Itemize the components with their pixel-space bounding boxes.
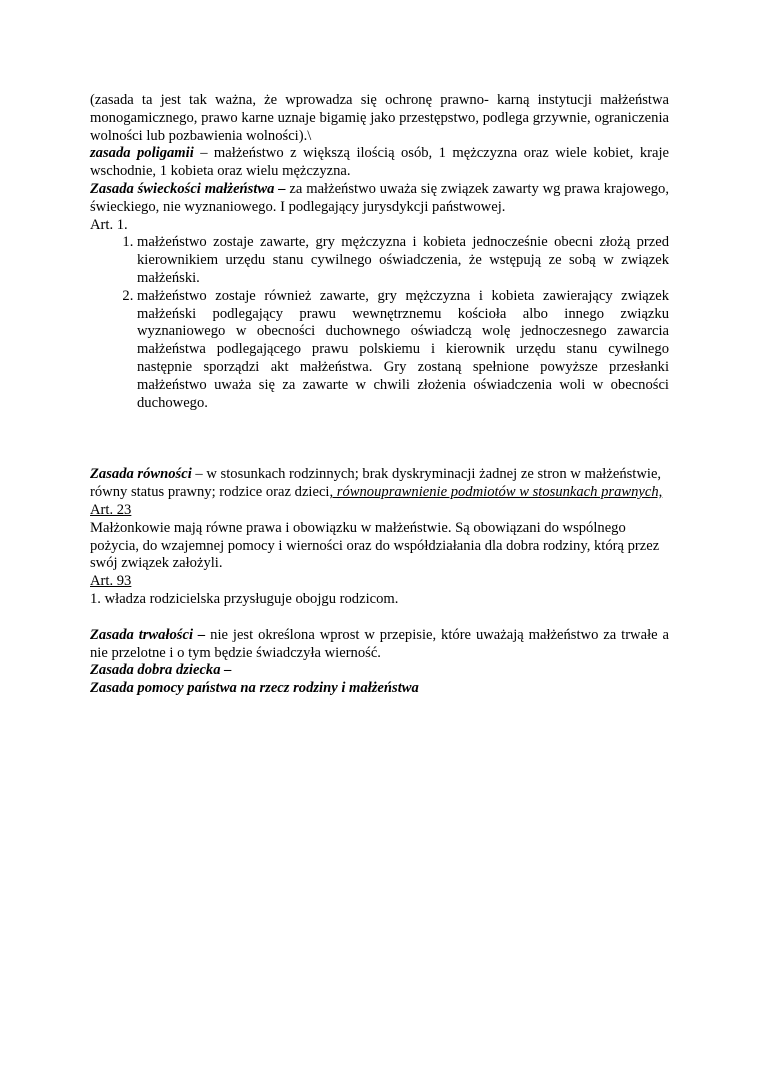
document-page xyxy=(90,92,669,698)
pomoc-panstwa-heading: Zasada pomocy państwa na rzecz rodziny i małżeństwa xyxy=(90,680,419,697)
rownosc-paragraph xyxy=(90,466,669,502)
art93-heading[interactable]: Art. 93 xyxy=(90,573,132,590)
rownosc-term: Zasada równości xyxy=(90,466,192,483)
poligamia-term: zasada poligamii xyxy=(90,145,194,162)
art1-heading: Art. 1. xyxy=(90,216,128,233)
trwalosc-paragraph xyxy=(90,627,669,663)
poligamia-paragraph xyxy=(90,145,669,181)
list-item: 2. małżeństwo zostaje również zawarte, gry mężczyzna i kobieta zawierający związek małżeński podlegający prawu wewnętrznemu kościoła albo innego związku wyznaniowego w obecności duchownego oświadczą wolę jednoczesnego zawarcia małżeństwa podlegającego prawu polskiemu i kierownik urzędu stanu cywilnego następnie sporządzi akt małżeństwa. Gry zostaną spełnione powyższe przesłanki małżeństwo uważa się za zawarte w chwili złożenia oświadczenia woli w obecności duchowego. xyxy=(137,288,669,413)
rownosc-link[interactable]: , równouprawnienie podmiotów w stosunkach prawnych, xyxy=(329,484,663,501)
swieckosc-paragraph xyxy=(90,181,669,217)
list-item: 1. małżeństwo zostaje zawarte, gry mężczyzna i kobieta jednocześnie obecni złożą przed kierownikiem urzędu stanu cywilnego oświadczenia, że wstępują ze sobą w związek małżeński. xyxy=(137,234,669,287)
intro-paragraph: (zasada ta jest tak ważna, że wprowadza się ochronę prawno- karną instytucji małżeństwa monogamicznego, prawo karne uznaje bigamię jako przestępstwo, podlega grzywnie, ograniczenia wolności lub pozbawienia wolności).\ xyxy=(90,92,669,144)
art23-heading[interactable]: Art. 23 xyxy=(90,501,132,518)
art23-text: Małżonkowie mają równe prawa i obowiązku w małżeństwie. Są obowiązani do wspólnego pożycia, do wzajemnej pomocy i wierności oraz do współdziałania dla dobra rodziny, którą przez swój związek założyli. xyxy=(90,519,660,572)
dobro-dziecka-heading: Zasada dobra dziecka – xyxy=(90,662,232,679)
trwalosc-term: Zasada trwałości – xyxy=(90,626,206,643)
art1-list xyxy=(90,234,669,412)
swieckosc-term: Zasada świeckości małżeństwa – xyxy=(90,180,286,197)
rownosc-text: – w stosunkach rodzinnych; brak dyskryminacji żadnej ze stron w małżeństwie, równy status prawny; rodzice oraz dzieci xyxy=(90,466,662,501)
spacer xyxy=(90,609,669,627)
spacer xyxy=(90,412,669,466)
swieckosc-text: za małżeństwo uważa się związek zawarty wg prawa krajowego, świeckiego, nie wyznaniowego. I podlegający jurysdykcji państwowej. xyxy=(90,180,669,215)
art93-text: 1. władza rodzicielska przysługuje obojgu rodzicom. xyxy=(90,590,399,607)
poligamia-text: – małżeństwo z większą ilością osób, 1 mężczyzna oraz wiele kobiet, kraje wschodnie, 1 kobieta oraz wielu mężczyzna. xyxy=(90,145,669,180)
trwalosc-text: nie jest określona wprost w przepisie, które uważają małżeństwo za trwałe a nie przelotne i o tym będzie świadczyła wierność. xyxy=(90,626,669,661)
